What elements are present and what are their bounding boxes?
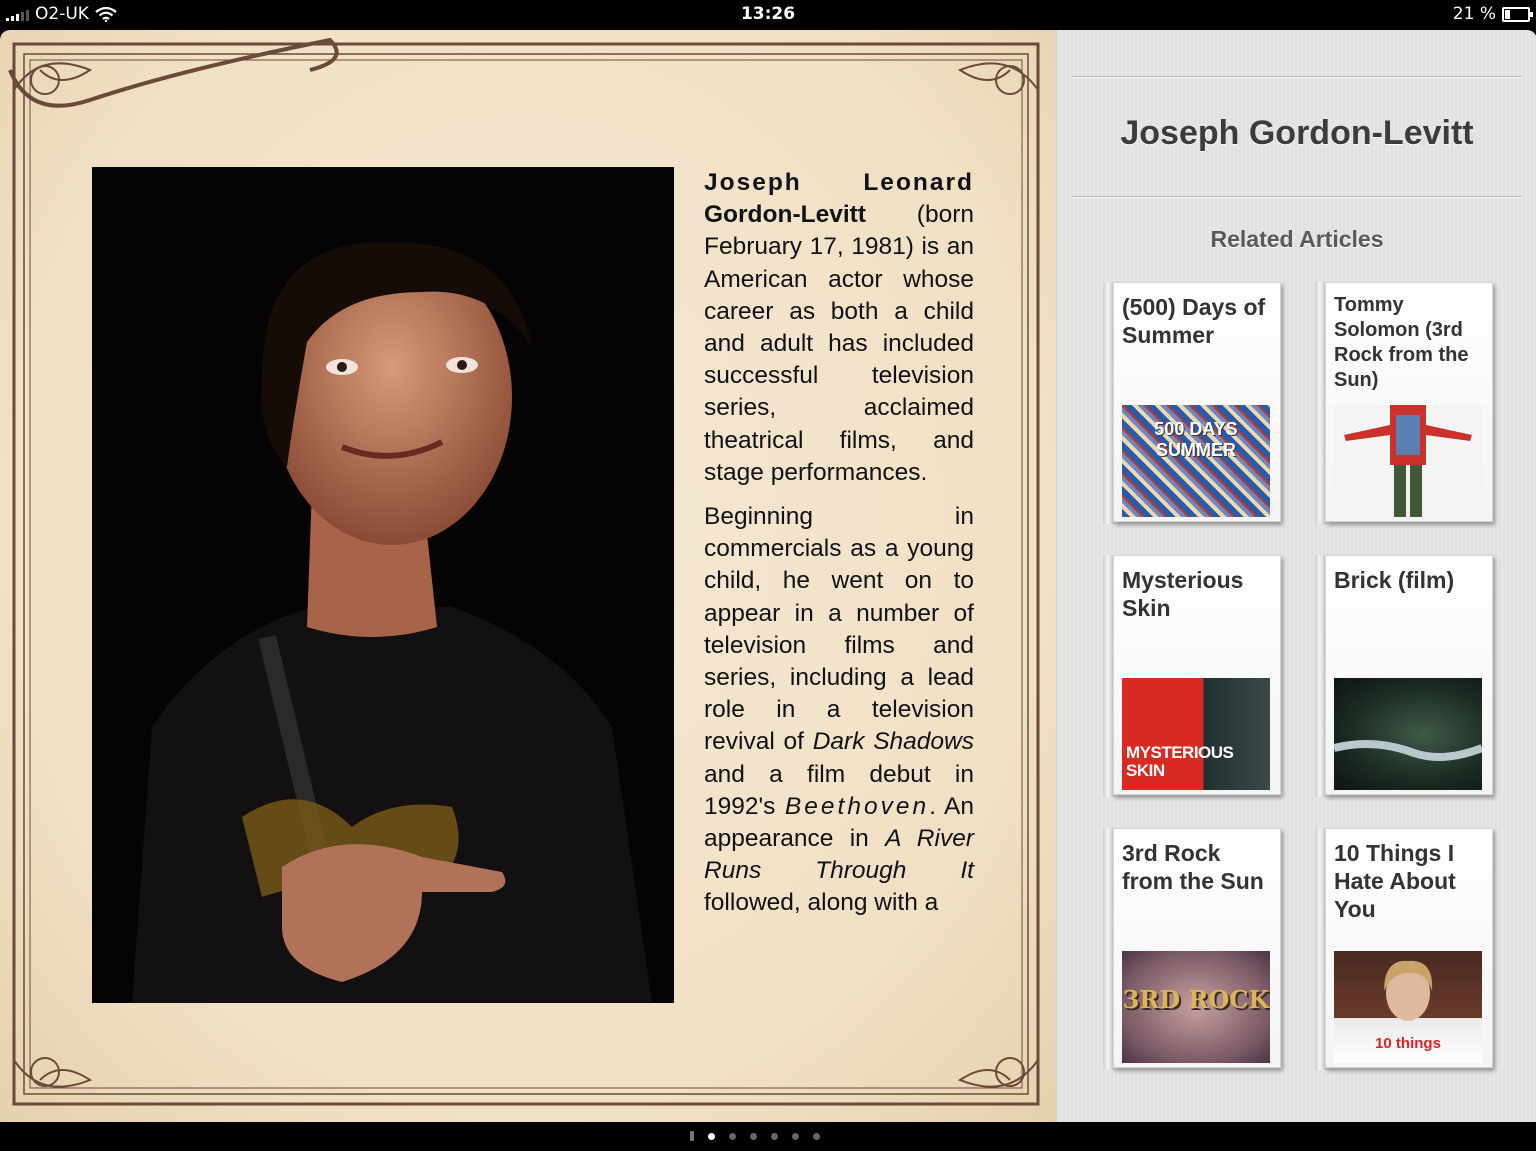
thumbnail-caption: 10 things xyxy=(1375,1035,1441,1052)
person-thumbnail xyxy=(1334,405,1482,517)
article-paragraph-2 xyxy=(704,501,974,920)
clock: 13:26 xyxy=(740,4,796,24)
book-cover xyxy=(1113,282,1281,522)
related-book-mysterious-skin[interactable] xyxy=(1103,555,1281,797)
link-beethoven[interactable]: Beethoven xyxy=(784,792,930,820)
book-thumbnail xyxy=(1334,951,1482,1063)
book-thumbnail xyxy=(1122,951,1270,1063)
page-dot-5[interactable] xyxy=(792,1133,799,1140)
book-thumbnail xyxy=(1122,678,1270,790)
book-cover xyxy=(1113,555,1281,795)
battery-percent: 21 % xyxy=(1452,4,1496,24)
carrier-label: O2-UK xyxy=(35,4,89,24)
book-cover xyxy=(1113,828,1281,1068)
panel-title: Joseph Gordon-Levitt xyxy=(1120,114,1474,152)
status-bar xyxy=(0,0,1536,30)
page-dot-1[interactable] xyxy=(708,1133,715,1140)
article-p2-d: followed, along with a xyxy=(704,889,939,917)
book-label: 10 Things I Hate About You xyxy=(1334,840,1456,922)
page-dot-2[interactable] xyxy=(729,1133,736,1140)
divider-top xyxy=(1071,76,1522,78)
battery-icon xyxy=(1502,7,1530,22)
page-dot-6[interactable] xyxy=(813,1133,820,1140)
book-thumbnail xyxy=(1334,678,1482,790)
article-p2-b: and a film debut in 1992's xyxy=(704,760,974,820)
book-cover xyxy=(1325,555,1493,795)
article-p1-text: (born February 17, 1981) is an American actor whose career as both a child and adult has included successful television series, acclaimed theatrical films, and stage performances. xyxy=(704,201,974,486)
scene-thumbnail xyxy=(1334,678,1482,790)
article-paragraph-1 xyxy=(704,167,974,489)
book-thumbnail xyxy=(1334,405,1482,517)
article-page[interactable] xyxy=(0,30,1056,1122)
page-dot-3[interactable] xyxy=(750,1133,757,1140)
thumbnail-caption: 3RD ROCK xyxy=(1122,985,1270,1014)
article-p2-a: Beginning in commercials as a young child, he went on to appear in a number of television films and series, including a lead role in a television revival of xyxy=(704,503,974,756)
thumbnail-caption: 500 DAYS SUMMER xyxy=(1154,419,1238,460)
book-cover xyxy=(1325,282,1493,522)
article-name-line1: Joseph Leonard xyxy=(704,169,974,196)
link-a-river-runs-through-it[interactable]: A River Runs Through It xyxy=(704,825,974,885)
related-panel xyxy=(1056,30,1536,1122)
thumbnail-caption: MYSTERIOUS SKIN xyxy=(1126,743,1234,780)
article-p2-c: . An appearance in xyxy=(704,792,974,853)
book-cover xyxy=(1325,828,1493,1068)
related-book-brick-film[interactable] xyxy=(1315,555,1493,797)
related-articles-heading: Related Articles xyxy=(1210,226,1384,252)
book-label: Mysterious Skin xyxy=(1122,567,1244,621)
info-icon[interactable] xyxy=(690,1131,694,1141)
related-book-500-days-of-summer[interactable] xyxy=(1103,282,1281,524)
book-label: Tommy Solomon (3rd Rock from the Sun) xyxy=(1334,294,1469,391)
person-illustration xyxy=(92,167,674,1003)
link-dark-shadows[interactable]: Dark Shadows xyxy=(812,728,974,756)
portrait-photo[interactable] xyxy=(92,167,674,1003)
book-label: Brick (film) xyxy=(1334,567,1455,593)
related-book-3rd-rock-from-the-sun[interactable] xyxy=(1103,828,1281,1070)
book-label: (500) Days of Summer xyxy=(1122,294,1266,348)
divider-middle xyxy=(1071,196,1522,198)
book-label: 3rd Rock from the Sun xyxy=(1122,840,1264,894)
related-book-tommy-solomon[interactable] xyxy=(1315,282,1493,524)
book-thumbnail xyxy=(1122,405,1270,517)
page-dot-4[interactable] xyxy=(771,1133,778,1140)
page-indicator[interactable] xyxy=(0,1122,1536,1151)
related-book-10-things-i-hate-about-you[interactable] xyxy=(1315,828,1493,1070)
article-text xyxy=(704,167,974,932)
article-name-line2: Gordon-Levitt xyxy=(704,201,866,229)
